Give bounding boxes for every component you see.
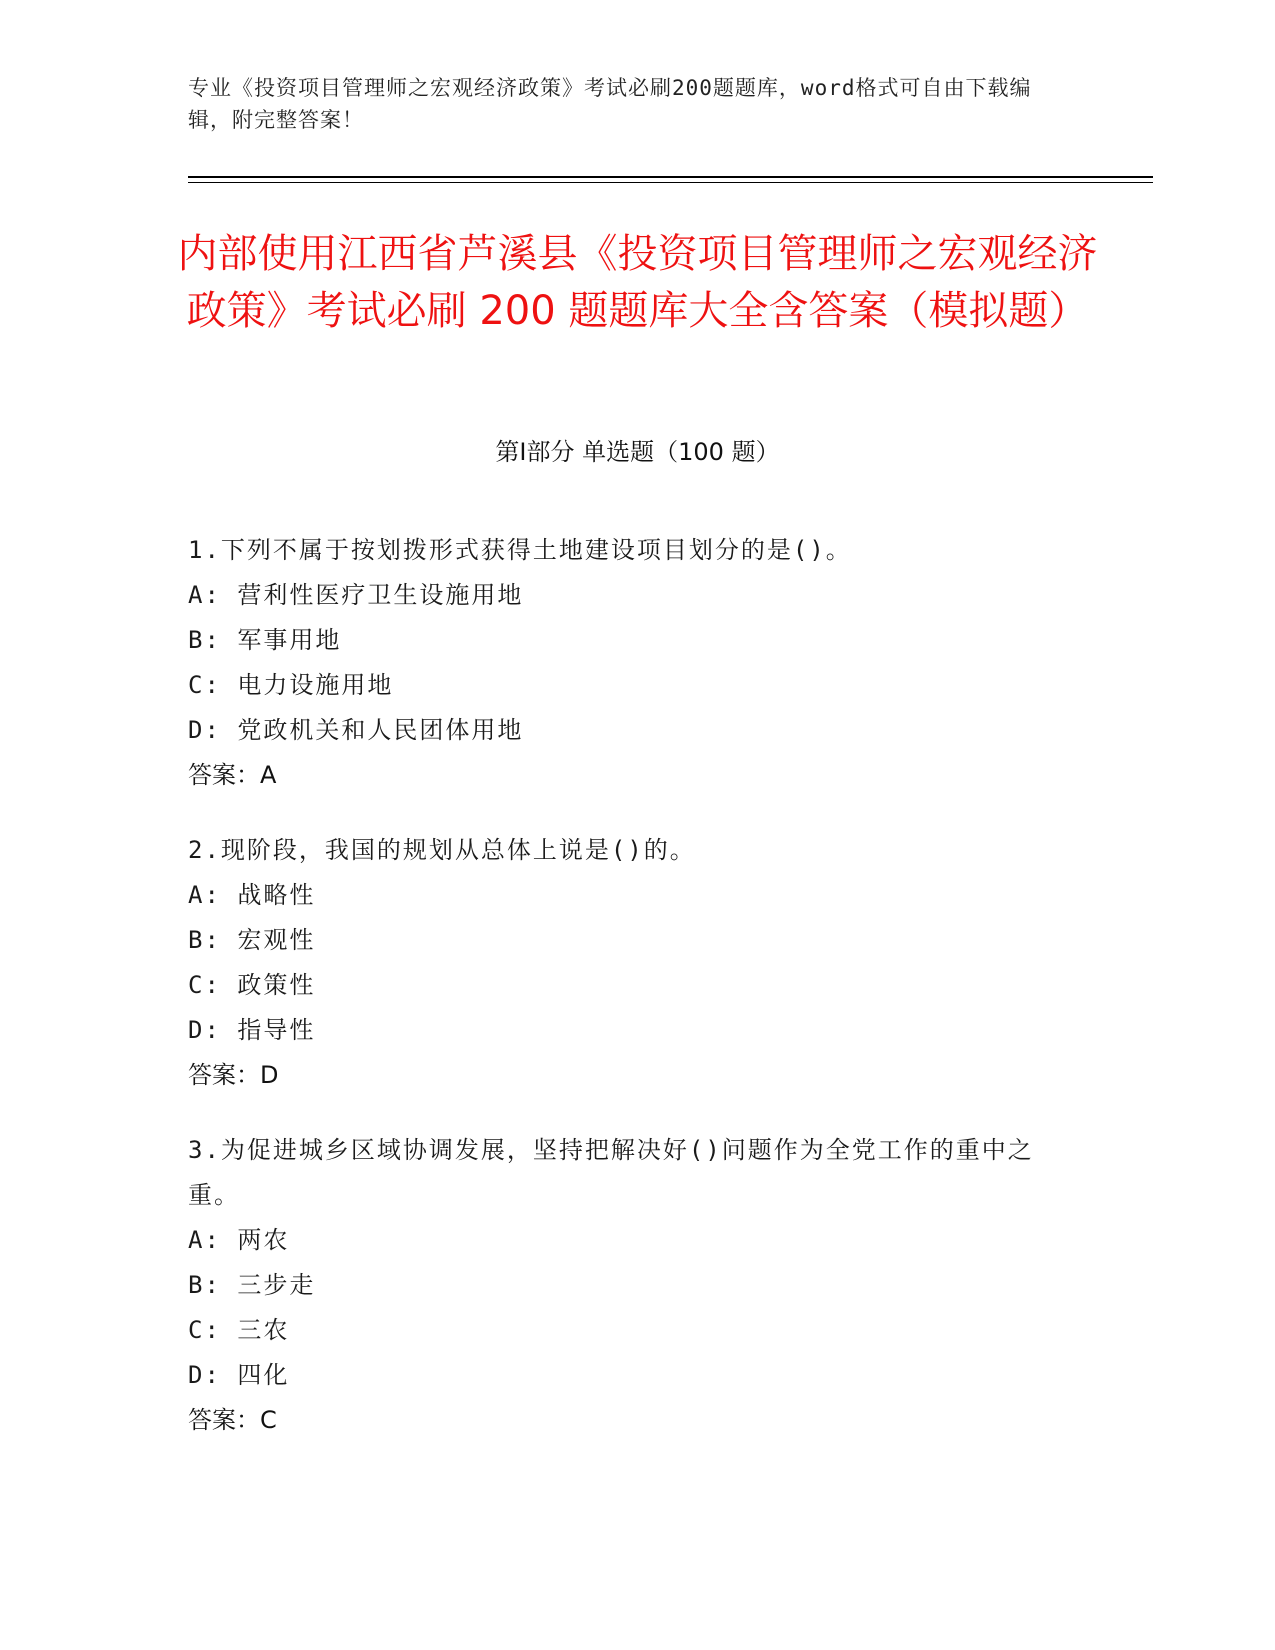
option-b: B: 宏观性 (188, 926, 316, 954)
option-c: C: 三农 (188, 1316, 290, 1344)
option-c: C: 政策性 (188, 971, 316, 999)
option-a: A: 营利性医疗卫生设施用地 (188, 581, 524, 609)
question-2 (188, 828, 1068, 1098)
header-rule-thin (188, 182, 1153, 183)
option-a: A: 战略性 (188, 881, 316, 909)
question-3 (188, 1128, 1068, 1443)
answer: 答案：C (188, 1406, 277, 1434)
section-title: 第Ⅰ部分 单选题（100 题） (495, 438, 780, 466)
option-d: D: 党政机关和人民团体用地 (188, 716, 524, 744)
answer: 答案：A (188, 761, 277, 789)
question-text: 2.现阶段，我国的规划从总体上说是()的。 (188, 836, 696, 864)
option-d: D: 指导性 (188, 1016, 316, 1044)
option-a: A: 两农 (188, 1226, 290, 1254)
option-b: B: 军事用地 (188, 626, 342, 654)
document-title: 内部使用江西省芦溪县《投资项目管理师之宏观经济政策》考试必刷 200 题题库大全含答案（模拟题） (177, 231, 1098, 334)
answer: 答案：D (188, 1061, 279, 1089)
question-1 (188, 528, 1068, 798)
question-text: 1.下列不属于按划拨形式获得土地建设项目划分的是()。 (188, 536, 852, 564)
question-text: 3.为促进城乡区域协调发展，坚持把解决好()问题作为全党工作的重中之重。 (188, 1136, 1034, 1209)
option-c: C: 电力设施用地 (188, 671, 394, 699)
header-rule-thick (188, 176, 1153, 178)
option-d: D: 四化 (188, 1361, 290, 1389)
header-note: 专业《投资项目管理师之宏观经济政策》考试必刷200题题库，word格式可自由下载编辑，附完整答案！ (188, 76, 1032, 132)
option-b: B: 三步走 (188, 1271, 316, 1299)
question-list (188, 528, 1068, 1473)
